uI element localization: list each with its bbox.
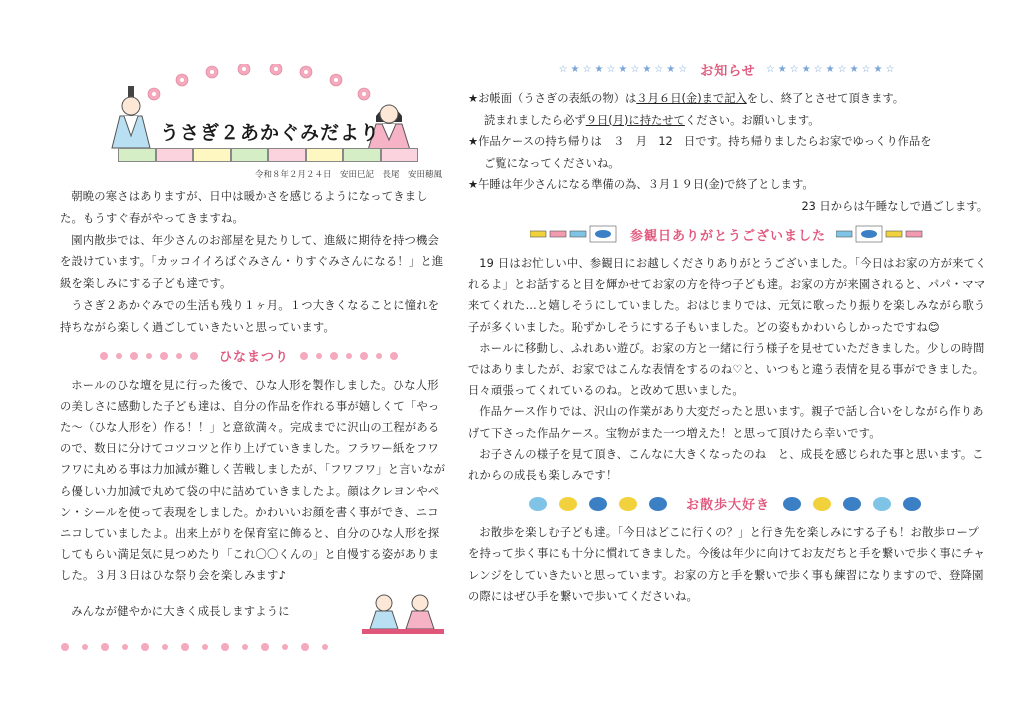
notice-list: [468, 88, 988, 217]
flower-row-icon: [299, 351, 409, 361]
left-column: [60, 60, 448, 656]
star-row-icon: ☆★☆★☆★☆★☆★☆: [558, 63, 691, 75]
notice-item-1-cont: 読まれましたら必ず９日(月)に持たせてください。お願いします。: [484, 113, 820, 127]
sankan-paragraph-2: ホールに移動し、ふれあい遊び。お家の方と一緒に行う様子を見せていただきました。少しの時間ではありましたが、お家ではこんな表情をするのね♡と、いつもと違う表情を見る事ができました。日々頑張ってくれているのね。と改めて思いました。: [468, 341, 985, 398]
color-stripe-border: [118, 148, 418, 162]
notice-item-3-cont: 23 日からは午睡なしで過ごします。: [801, 199, 988, 213]
sanpo-heading: お散歩大好き: [685, 497, 770, 513]
sankan-heading: 参観日ありがとうございました: [629, 228, 826, 244]
hina-dolls-icon: [358, 589, 448, 635]
newsletter-title: うさぎ２あかぐみだより: [160, 122, 381, 144]
sanpo-body: お散歩を楽しむ子ども達。「今日はどこに行くの？」と行き先を楽しみにする子も！お散歩ロープを持って歩く事にも十分に慣れてきました。今後は年少に向けてお友だちと手を繋いで歩く事にチャレンジをしていきたいと思っています。お家の方と手を繋いで歩く事も練習になりますので、登降園の際にはぜひ手を繋いで歩いてくださいね。: [468, 526, 986, 603]
header-banner: [60, 60, 448, 164]
sanpo-section-heading: [468, 490, 988, 516]
notice-item-1: ★お帳面（うさぎの表紙の物）は３月６日(金)まで記入をし、終了とさせて頂きます。: [468, 92, 905, 105]
hina-heading: ひなまつり: [218, 350, 289, 366]
flower-arc-decoration: [144, 64, 374, 104]
crayon-row-icon: [530, 225, 620, 243]
hina-body: ホールのひな壇を見に行った後で、ひな人形を製作しました。ひな人形の美しさに感動した子ども達は、自分の作品を作れる事が嬉しくて「やった～（ひな人形を）作る！！」と意欲満々。完成までに沢山の工程があるので、数日に分けてコツコツと作り上げていきました。フラワー紙をフワフワに丸める事は力加減が難しく苦戦しましたが、「フワフワ」と言いながら優しい力加減で丸めて袋の中に詰めていきましたよ。顔はクレヨンやペン・シールを使って表現をしました。かわいいお顔を書く事ができ、ニコニコしていましたよ。出来上がりを保育室に飾ると、自分のひな人形を探してもらい満足気に見つめたり「これ〇〇くんの」と自慢する姿がありました。３月３日はひな祭り会を楽しみます♪: [60, 378, 446, 583]
star-row-icon: ☆★☆★☆★☆★☆★☆: [765, 63, 898, 75]
notice-item-2-cont: ご覧になってくださいね。: [484, 156, 620, 170]
sankan-paragraph-1: 19 日はお忙しい中、参観日にお越しくださりありがとうございました。「今日はお家の方が来てくれるよ」とお話すると目を輝かせてお家の方を待つ子ども達。お家の方が来園されると、パパ・ママ来てくれた…と嬉しそうにしていました。おはじまりでは、元気に歌ったり振りを楽しみながら歌う子が多くいました。恥ずかしそうにする子もいました。どの姿もかわいらしかったですね😊: [468, 257, 987, 334]
flower-row-icon: [99, 351, 209, 361]
dateline: 令和８年２月２４日 安田巳記 長尾 安田穂風: [254, 170, 442, 180]
bird-row-icon: [780, 493, 930, 513]
hina-closing: みんなが健やかに大きく成長しますように: [71, 604, 290, 618]
hina-section-heading: [60, 343, 448, 369]
intro-paragraph-3: うさぎ２あかぐみでの生活も残り１ヶ月。１つ大きくなることに憧れを持ちながら楽しく過ごしていきたいと思っています。: [60, 298, 440, 334]
intro-paragraph-1: 朝晩の寒さはありますが、日中は暖かさを感じるようになってきました。もうすぐ春がやってきますね。: [60, 190, 428, 225]
notice-item-3: ★午睡は年少さんになる準備の為、３月１９日(金)で終了とします。: [468, 178, 814, 191]
intro-paragraph-2: 園内散歩では、年少さんのお部屋を見たりして、進級に期待を持つ機会を設けています。「カッコイイろばぐみさん・りすぐみさんになる！」と進級を楽しみにする子ども達です。: [60, 233, 444, 291]
bottom-flower-border: [60, 637, 448, 656]
right-column: [468, 52, 988, 607]
bird-row-icon: [526, 493, 676, 513]
crayon-row-icon: [836, 225, 926, 243]
hina-closing-row: [60, 589, 448, 635]
sankan-paragraph-3: 作品ケース作りでは、沢山の作業があり大変だったと思います。親子で話し合いをしながら作りあげて下さった作品ケース。宝物がまた一つ増えた！と思って頂けたら幸いです。: [468, 405, 984, 440]
sankan-paragraph-4: お子さんの様子を見て頂き、こんなに大きくなったのね と、成長を感じられた事と思います。これからの成長も楽しみです！: [468, 447, 984, 483]
hina-doll-male-icon: [108, 86, 154, 150]
notice-section-heading: [468, 56, 988, 82]
notice-item-2: ★作品ケースの持ち帰りは ３ 月 12 日です。持ち帰りましたらお家でゆっくり作品を: [468, 135, 932, 148]
sankan-section-heading: [468, 221, 988, 247]
notice-heading: お知らせ: [700, 63, 756, 79]
